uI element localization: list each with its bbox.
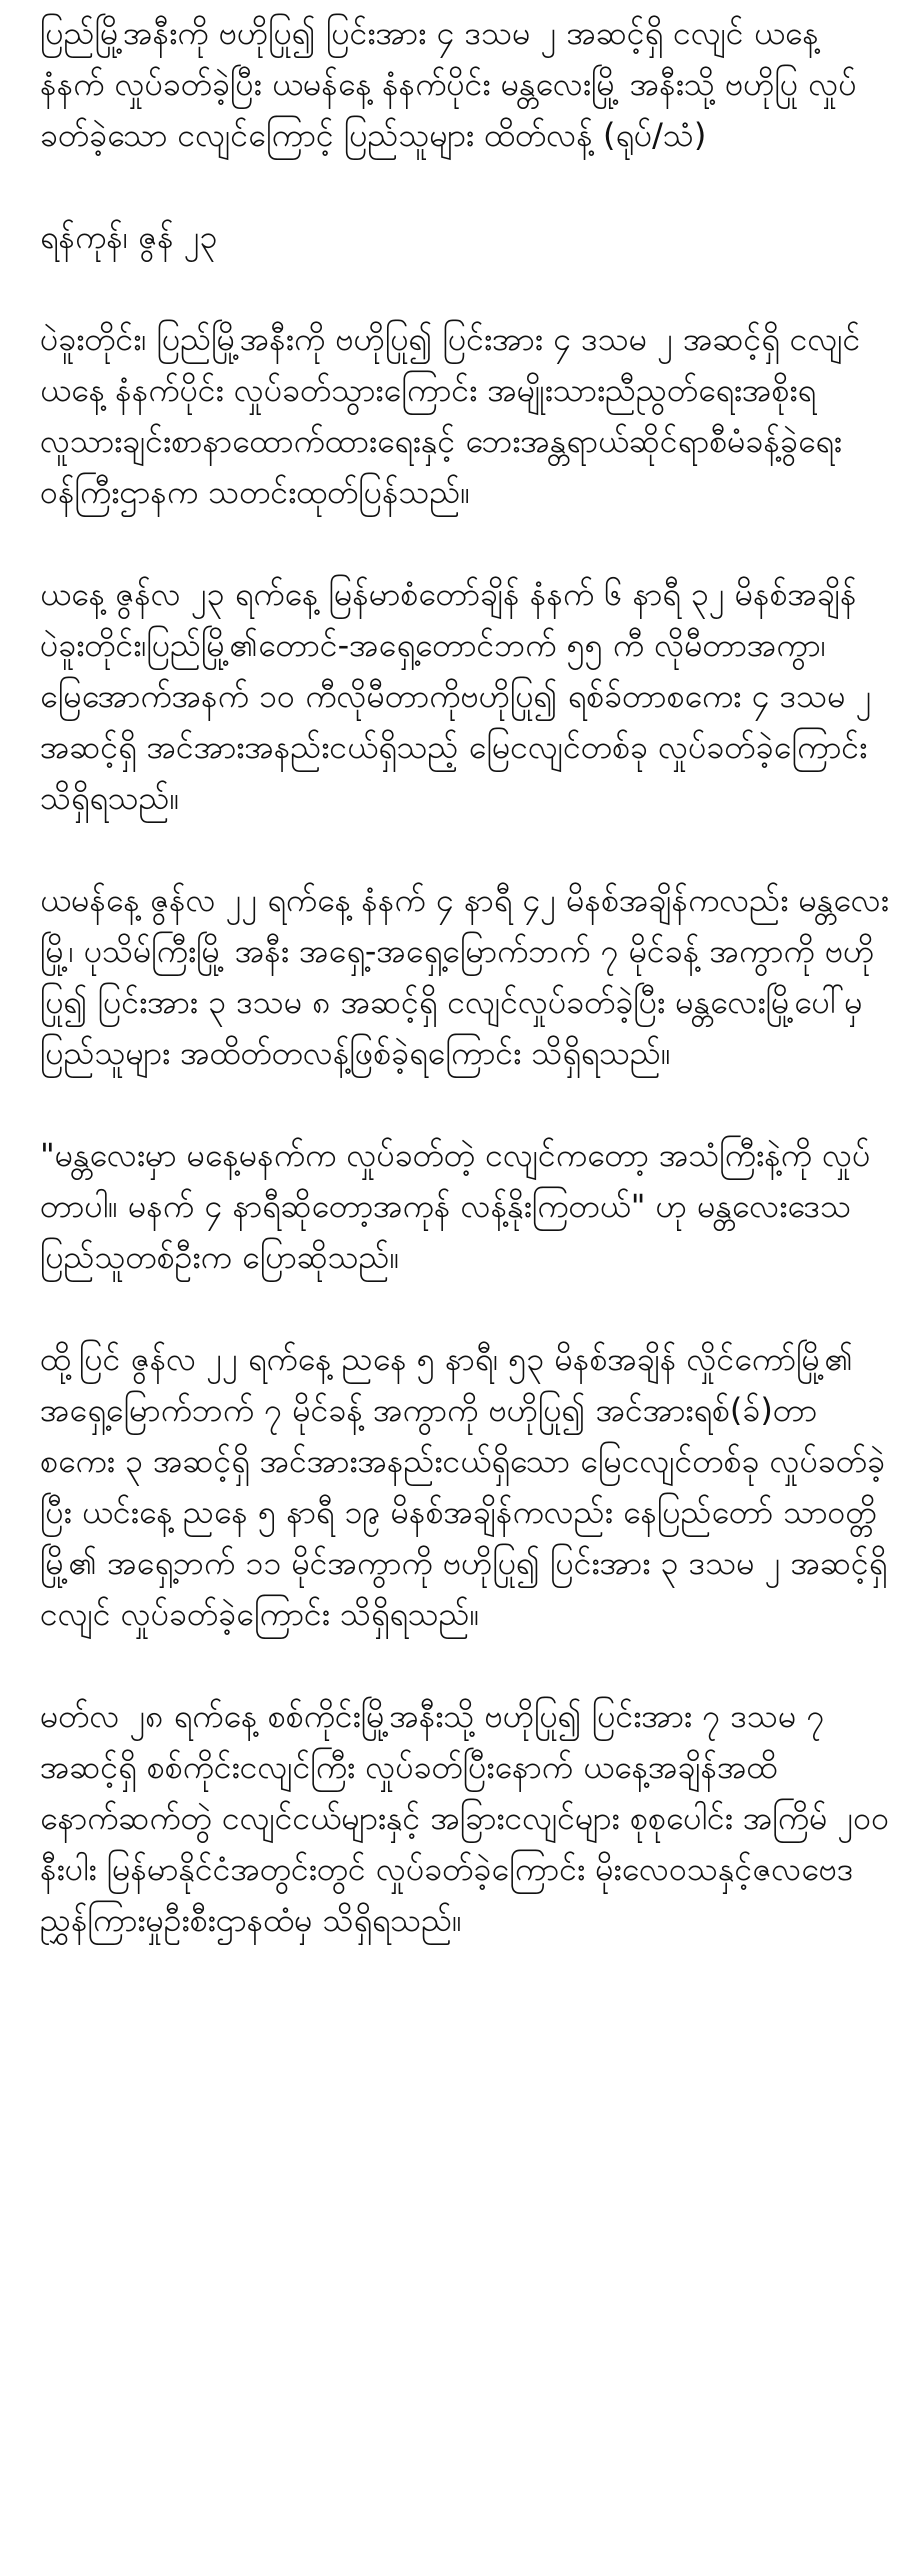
- paragraph: ထို့ပြင် ဇွန်လ ၂၂ ရက်နေ့ ညနေ ၅ နာရီ၊ ၅၃ မိနစ်အချိန် လှိုင်ကော်မြို့၏ အရှေ့မြောက်ဘက် ၇ မိုင်ခန့် အကွာကို ဗဟိုပြု၍ အင်အားရစ်(ခ်)တာစကေး ၃ အဆင့်ရှိ အင်အားအနည်းငယ်ရှိသော မြေငလျင်တစ်ခု လှုပ်ခတ်ခဲ့ပြီး ယင်းနေ့ ညနေ ၅ နာရီ ၁၉ မိနစ်အချိန်ကလည်း နေပြည်တော် သာဝတ္တိမြို့၏ အရှေ့ဘက် ၁၁ မိုင်အကွာကို ဗဟိုပြု၍ ပြင်းအား ၃ ဒသမ ၂ အဆင့်ရှိ ငလျင် လှုပ်ခတ်ခဲ့ကြောင်း သိရှိရသည်။: [40, 1340, 888, 1633]
- paragraph: ယနေ့ ဇွန်လ ၂၃ ရက်နေ့ မြန်မာစံတော်ချိန် နံနက် ၆ နာရီ ၃၂ မိနစ်အချိန် ပဲခူးတိုင်း၊ပြည်မြို့၏တောင်-အရှေ့တောင်ဘက် ၅၅ ကီ လိုမီတာအကွာ၊ မြေအောက်အနက် ၁၀ ကီလိုမီတာကိုဗဟိုပြု၍ ရစ်ခ်တာစကေး ၄ ဒသမ ၂ အဆင့်ရှိ အင်အားအနည်းငယ်ရှိသည့် မြေငလျင်တစ်ခု လှုပ်ခတ်ခဲ့ကြောင်း သိရှိရသည်။: [40, 575, 872, 817]
- paragraph: ပဲခူးတိုင်း၊ ပြည်မြို့အနီးကို ဗဟိုပြု၍ ပြင်းအား ၄ ဒသမ ၂ အဆင့်ရှိ ငလျင် ယနေ့ နံနက်ပိုင်း လှုပ်ခတ်သွားကြောင်း အမျိုးသားညီညွတ်ရေးအစိုးရ လူသားချင်းစာနာထောက်ထားရေးနှင့် ဘေးအန္တရာယ်ဆိုင်ရာစီမံခန့်ခွဲရေးဝန်ကြီးဌာနက သတင်းထုတ်ပြန်သည်။: [40, 320, 861, 511]
- paragraph: မတ်လ ၂၈ ရက်နေ့ စစ်ကိုင်းမြို့အနီးသို့ ဗဟိုပြု၍ ပြင်းအား ၇ ဒသမ ၇ အဆင့်ရှိ စစ်ကိုင်းငလျင်ကြီး လှုပ်ခတ်ပြီးနောက် ယနေ့အချိန်အထိ နောက်ဆက်တွဲ ငလျင်ငယ်များနှင့် အခြားငလျင်များ စုစုပေါင်း အကြိမ် ၂၀၀ နီးပါး မြန်မာနိုင်ငံအတွင်းတွင် လှုပ်ခတ်ခဲ့ကြောင်း မိုးလေဝသနှင့်ဇလဗေဒညွှန်ကြားမှုဦးစီးဌာနထံမှ သိရှိရသည်။: [40, 1697, 890, 1939]
- headline: ပြည်မြို့အနီးကို ဗဟိုပြု၍ ပြင်းအား ၄ ဒသမ ၂ အဆင့်ရှိ ငလျင် ယနေ့ နံနက် လှုပ်ခတ်ခဲ့ပြီး ယမန်နေ့ နံနက်ပိုင်း မန္တလေးမြို့ အနီးသို့ ဗဟိုပြု လှုပ်ခတ်ခဲ့သော ငလျင်ကြောင့် ပြည်သူများ ထိတ်လန့် (ရုပ်/သံ): [40, 14, 857, 154]
- dateline: ရန်ကုန်၊ ဇွန် ၂၃: [40, 218, 218, 256]
- paragraph: "မန္တလေးမှာ မနေ့မနက်က လှုပ်ခတ်တဲ့ ငလျင်ကတော့ အသံကြီးနဲ့ကို လှုပ်တာပါ။ မနက် ၄ နာရီဆိုတော့အကုန် လန့်နိုးကြတယ်" ဟု မန္တလေးဒေသပြည်သူတစ်ဦးက ပြောဆိုသည်။: [40, 1136, 871, 1276]
- paragraph: ယမန်နေ့ ဇွန်လ ၂၂ ရက်နေ့ နံနက် ၄ နာရီ ၄၂ မိနစ်အချိန်ကလည်း မန္တလေး မြို့၊ ပုသိမ်ကြီးမြို့ အနီး အရှေ့-အရှေ့မြောက်ဘက် ၇ မိုင်ခန့် အကွာကို ဗဟိုပြု၍ ပြင်းအား ၃ ဒသမ ၈ အဆင့်ရှိ ငလျင်လှုပ်ခတ်ခဲ့ပြီး မန္တလေးမြို့ပေါ်မှ ပြည်သူများ အထိတ်တလန့်ဖြစ်ခဲ့ရကြောင်း သိရှိရသည်။: [40, 881, 889, 1072]
- article: [40, 8, 890, 1946]
